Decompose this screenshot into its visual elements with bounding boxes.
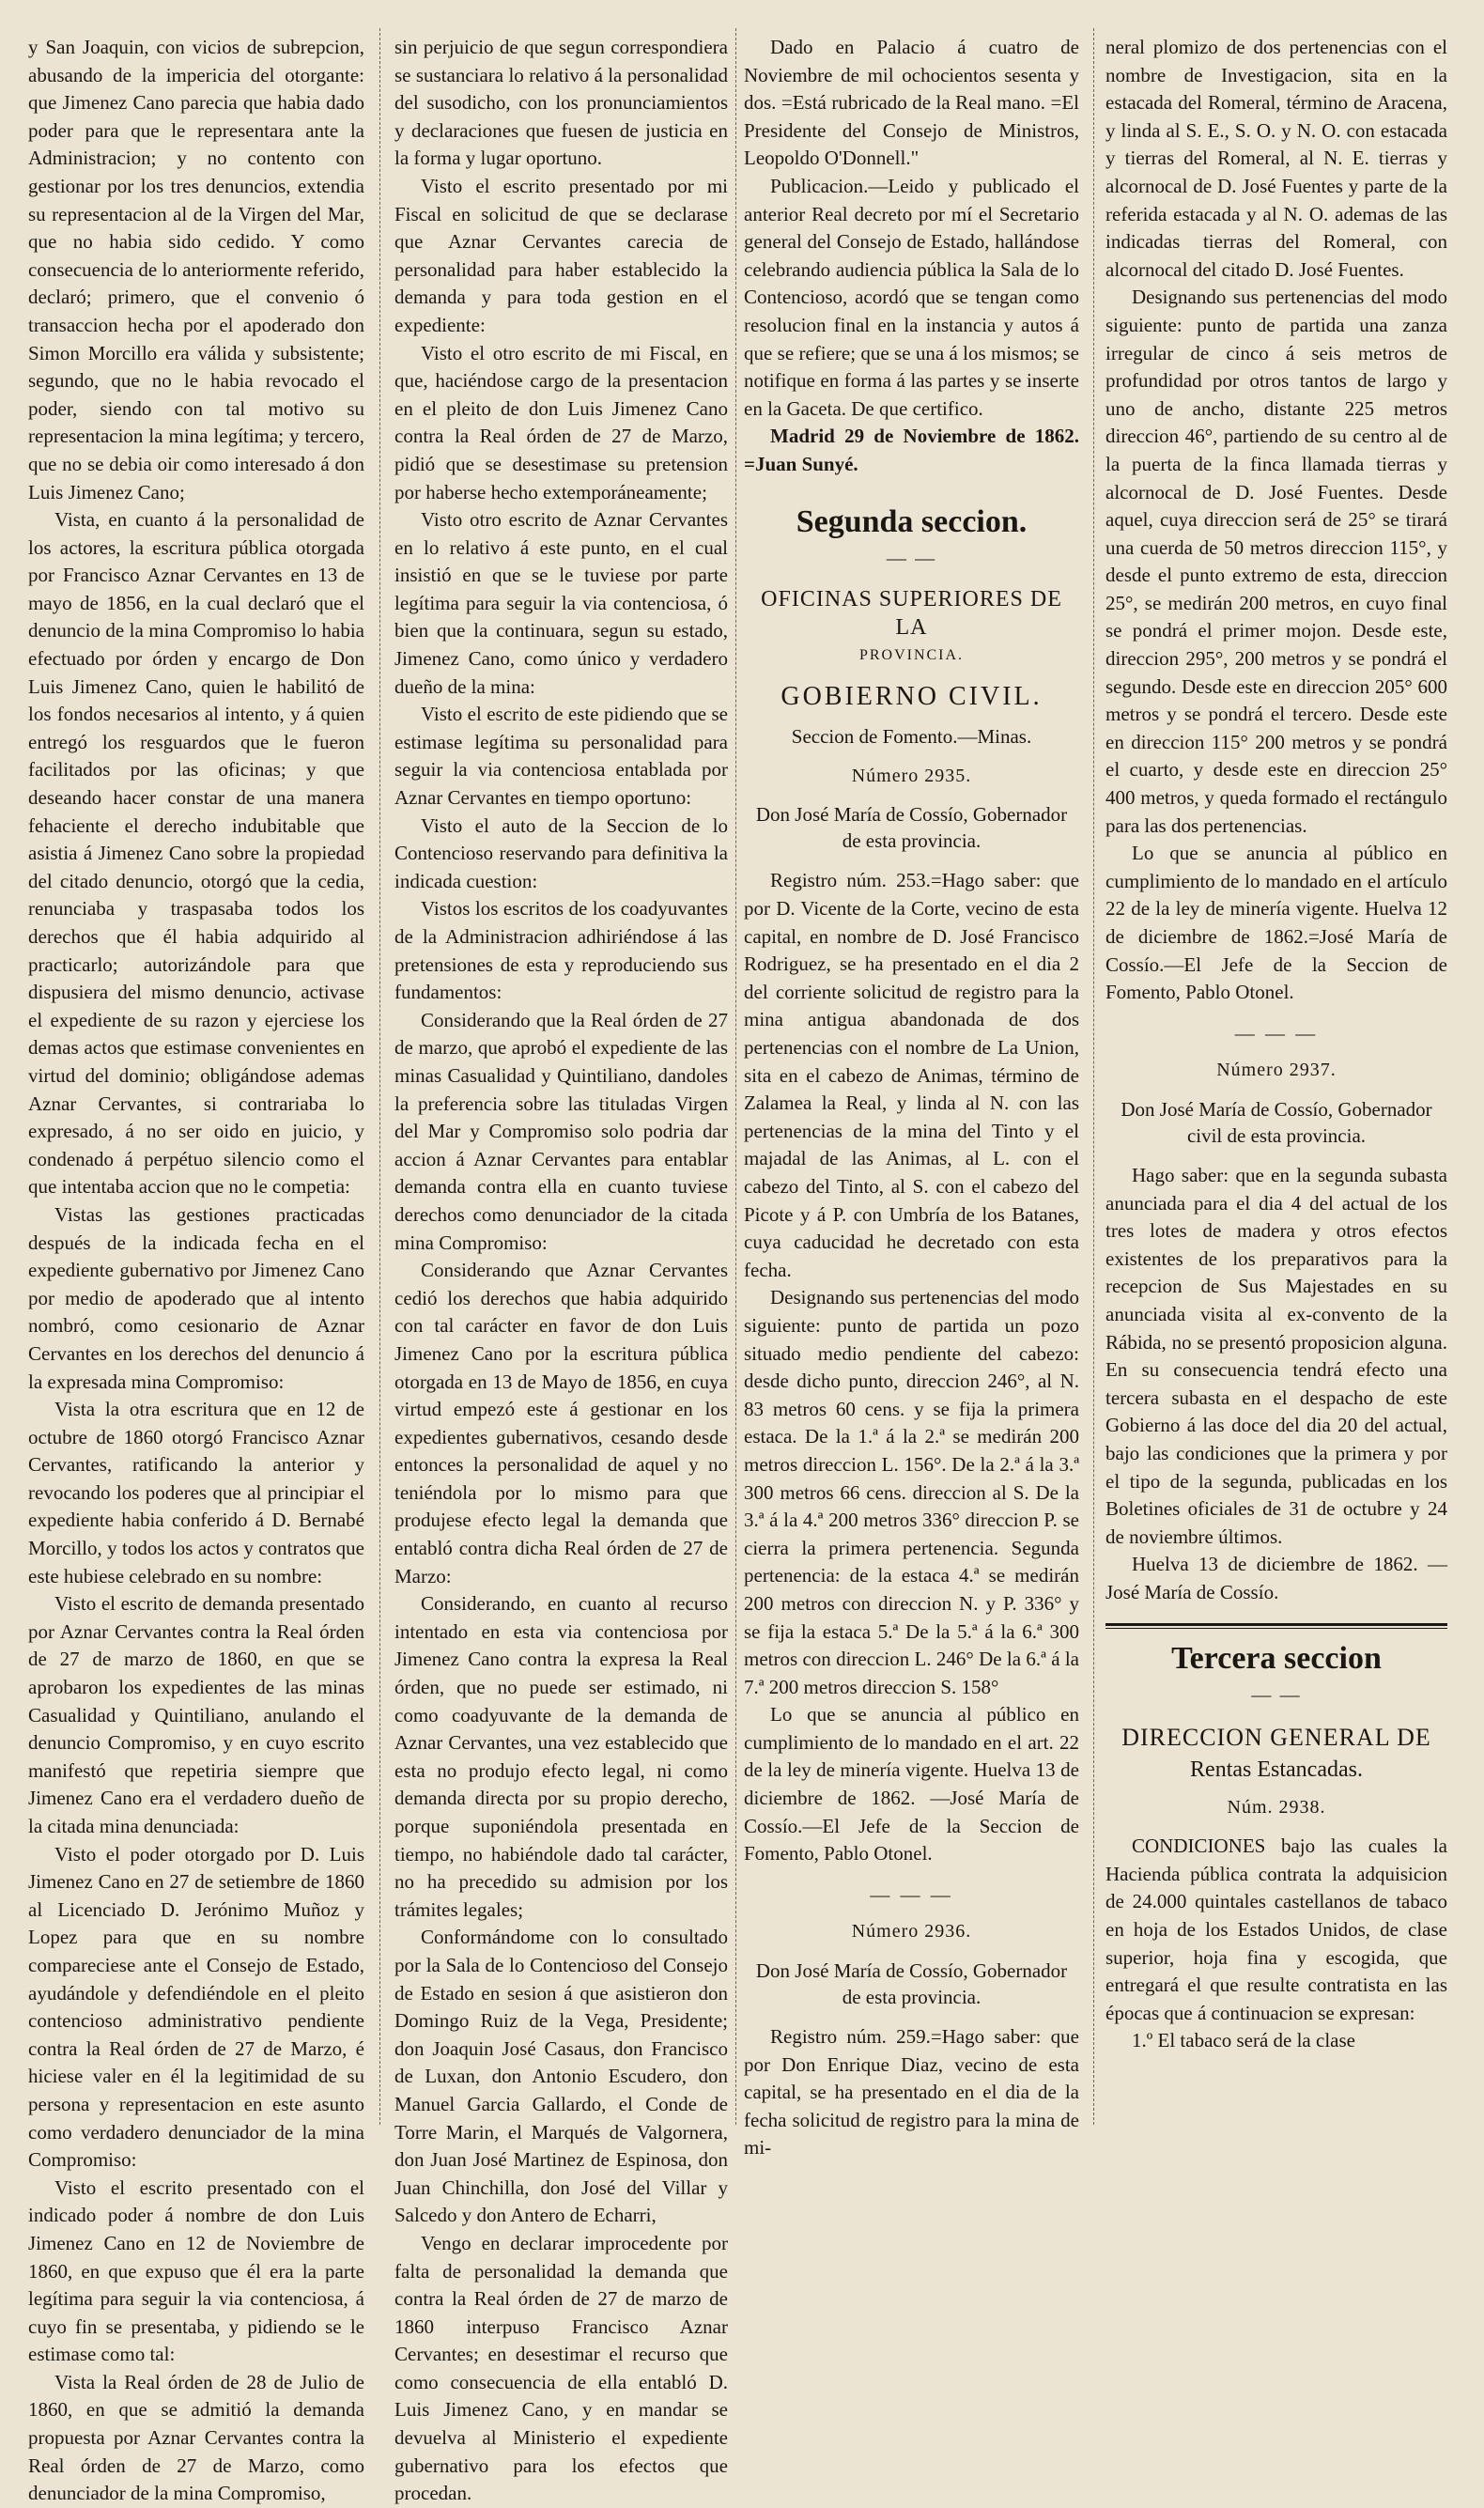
gobierno-heading: GOBIERNO CIVIL.	[781, 681, 1043, 711]
notice-number: Núm. 2938.	[1227, 1796, 1326, 1818]
paragraph: Vista la otra escritura que en 12 de octubre de 1860 otorgó Francisco Aznar Cervantes, ratificando la anterior y revocando los poderes que al principiar el expediente habia conferido á D. Bernabé Morcillo, y todos los actos y contratos que este hubiese celebrado en su nombre:	[28, 1398, 364, 1587]
offices-subheading: PROVINCIA.	[858, 647, 965, 664]
paragraph: Lo que se anuncia al público en cumplimiento de lo mandado en el art. 22 de la ley de minería vigente. Huelva 13 de diciembre de 1862. —José María de Cossío.—El Jefe de la Seccion de Fomento, Pablo Otonel.	[744, 1703, 1079, 1866]
offices-heading: OFICINAS SUPERIORES DE LA	[761, 587, 1062, 641]
column-1	[28, 34, 364, 2505]
paragraph: Considerando que Aznar Cervantes cedió los derechos que habia adquirido con tal carácter en favor de don Luis Jimenez Cano por la escritura pública otorgada en 13 de Mayo de 1856, en cuya virtud empezó este á gestionar en los expedientes gubernativos, cesando desde entonces la personalidad de aquel y no teniéndola por lo mismo para que produjese efecto legal la demanda que entabló contra dicha Real órden de 27 de Marzo:	[394, 1259, 728, 1587]
signoff: Madrid 29 de Noviembre de 1862. =Juan Sunyé.	[744, 425, 1079, 475]
paragraph: Visto otro escrito de Aznar Cervantes en lo relativo á este punto, en el cual insistió en que se le tuviese por parte legítima para seguir la via contenciosa, ó bien que la continuara, segun su estado, Jimenez Cano, como único y verdadero dueño de la mina:	[394, 508, 728, 698]
section-heading: Tercera seccion	[1171, 1641, 1382, 1677]
column-2	[394, 34, 728, 2505]
separator: — — —	[870, 1882, 953, 1906]
paragraph: Visto el escrito de este pidiendo que se estimase legítima su personalidad para seguir la via contenciosa entablada por Aznar Cervantes en tiempo oportuno:	[394, 703, 728, 810]
notice-number: Número 2936.	[851, 1921, 972, 1943]
paragraph: Visto el poder otorgado por D. Luis Jimenez Cano en 27 de setiembre de 1860 al Licenciado D. Jerónimo Muñoz y Lopez para que en su nombre compareciese ante el Consejo de Estado, ayudándole y defendiéndole en el pleito contencioso administrativo pendiente contra la Real órden de 27 de Marzo, é hiciese valer en él la legitimidad de su persona y representacion en este asunto como verdadero denunciador de la mina Compromiso:	[28, 1842, 364, 2172]
paragraph: Designando sus pertenencias del modo siguiente: punto de partida un pozo situado medio pendiente del cabezo: desde dicho punto, direccion 246°, al N. 83 metros 60 cens. y se fija la primera estaca. De la 1.ª á la 2.ª se medirán 200 metros direccion L. 156°. De la 2.ª á la 3.ª 300 metros 66 cens. direccion al S. De la 3.ª á la 4.ª 200 metros 336° direccion P. se cierra la primera pertenencia. Segunda pertenencia: de la estaca 4.ª se medirán 200 metros con direccion N. y P. 336° y se fija la estaca 5.ª De la 5.ª á la 6.ª 300 metros con direccion L. 246° De la 6.ª á la 7.ª 200 metros direccion S. 158°	[744, 1286, 1079, 1698]
paragraph: Visto el escrito de demanda presentado por Aznar Cervantes contra la Real órden de 27 de marzo de 1860, en que se aprobaron los expedientes de las minas Casualidad y Quintiliano, anulando el denuncio Compromiso, y en cuyo escrito manifestó que repetiria siempre que Jimenez Cano era el verdadero dueño de la citada mina denunciada:	[28, 1592, 364, 1837]
paragraph: Visto el auto de la Seccion de lo Contencioso reservando para definitiva la indicada cuestion:	[394, 813, 728, 892]
paragraph: CONDICIONES bajo las cuales la Hacienda pública contrata la adquisicion de 24.000 quintales castellanos de tabaco en hoja de los Estados Unidos, de clase superior, hoja fina y escogida, que entregará el que resulte contratista en las épocas que á continuacion se expresan:	[1105, 1835, 1447, 2024]
column-divider	[1093, 28, 1094, 2125]
section-rule	[1105, 1623, 1447, 1629]
paragraph: sin perjuicio de que segun correspondiera se sustanciara lo relativo á la personalidad del susodicho, con los pronunciamientos y declaraciones que fuesen de justicia en la forma y lugar oportuno.	[394, 36, 728, 170]
paragraph: Registro núm. 259.=Hago saber: que por Don Enrique Diaz, vecino de esta capital, se ha presentado en el dia de la fecha solicitud de registro para la mina de mi-	[744, 2025, 1079, 2160]
paragraph: Lo que se anuncia al público en cumplimiento de lo mandado en el artículo 22 de la ley de minería vigente. Huelva 12 de diciembre de 1862.=José María de Cossío.—El Jefe de la Seccion de Fomento, Pablo Otonel.	[1105, 842, 1447, 1004]
notice-number: Número 2937.	[1216, 1060, 1337, 1081]
section-dash: — —	[1251, 1683, 1302, 1707]
paragraph: Conformándome con lo consultado por la Sala de lo Contencioso del Consejo de Estado en sesion á que asistieron don Domingo Ruiz de la Vega, Presidente; don Joaquin José Casaus, don Francisco de Luxan, don Antonio Escudero, don Manuel Garcia Gallardo, el Conde de Torre Marin, el Marqués de Valgornera, don Juan José Martinez de Espinosa, don Juan Chinchilla, don José del Villar y Salcedo y don Antero de Echarri,	[394, 1926, 728, 2227]
paragraph: Huelva 13 de diciembre de 1862. —José María de Cossío.	[1105, 1553, 1447, 1603]
notice-authority: Don José María de Cossío, Gobernador de esta provincia.	[755, 1959, 1068, 2009]
section-dash: — —	[886, 546, 937, 569]
section-heading: Segunda seccion.	[796, 503, 1028, 539]
direction-heading: DIRECCION GENERAL DE	[1121, 1724, 1431, 1752]
paragraph: Vistos los escritos de los coadyuvantes de la Administracion adhiriéndose á las pretensiones de esta y reproduciendo sus fundamentos:	[394, 897, 728, 1004]
paragraph: y San Joaquin, con vicios de subrepcion, abusando de la impericia del otorgante: que Jimenez Cano parecia que habia dado poder para que le representara ante la Administracion; y no contento con gestionar por los tres denuncios, extendia su representacion al de la Virgen del Mar, que no habia sido cedido. Y como consecuencia de lo anteriormente referido, declaró; primero, que el convenio ó transaccion hecha por el apoderado don Simon Morcillo era válida y subsistente; segundo, que no le habia revocado el poder, siendo con tal motivo su representacion la mina legítima; y tercero, que no se debia oir como interesado á don Luis Jimenez Cano;	[28, 36, 364, 503]
paragraph: Vista la Real órden de 28 de Julio de 1860, en que se admitió la demanda propuesta por Aznar Cervantes contra la Real órden de 27 de Marzo, como denunciador de la mina Compromiso,	[28, 2370, 364, 2505]
paragraph: neral plomizo de dos pertenencias con el nombre de Investigacion, sita en la estacada del Romeral, término de Aracena, y linda al S. E., S. O. y N. O. con estacada y tierras del Romeral, al N. E. tierras y alcornocal de D. José Fuentes y parte de la referida estacada y al N. O. ademas de las indicadas tierras del Romeral, con alcornocal del citado D. José Fuentes.	[1105, 36, 1447, 281]
column-4	[1105, 34, 1447, 2129]
column-divider	[735, 28, 736, 2125]
paragraph: Considerando, en cuanto al recurso intentado en esta via contenciosa por Jimenez Cano contra la expresa la Real órden, que no puede ser estimado, ni como coadyuvante de la demanda de Aznar Cervantes, una vez establecido que esta no produjo efecto legal, ni como demanda directa por su propio derecho, porque suponiéndola presentada en tiempo, no habiéndole dado tal carácter, no ha precedido su admision por los trámites legales;	[394, 1592, 728, 1921]
paragraph: 1.º El tabaco será de la clase	[1132, 2029, 1355, 2052]
column-3	[744, 34, 1079, 2160]
paragraph: Vengo en declarar improcedente por falta de personalidad la demanda que contra la Real órden de 27 de marzo de 1860 interpuso Francisco Aznar Cervantes; en desestimar el recurso que como consecuencia de ella entabló D. Luis Jimenez Cano, y en mandar se devuelva al Ministerio el expediente gubernativo para los efectos que procedan.	[394, 2231, 728, 2505]
direction-subheading: Rentas Estancadas.	[1190, 1757, 1363, 1783]
section-subheading: Seccion de Fomento.—Minas.	[791, 725, 1032, 749]
paragraph: Visto el escrito presentado por mi Fiscal en solicitud de que se declarase que Aznar Cervantes carecia de personalidad para haber establecido la demanda y para toda gestion en el expediente:	[394, 174, 728, 336]
paragraph: Vistas las gestiones practicadas después de la indicada fecha en el expediente gubernativo por Jimenez Cano por medio de apoderado que al intento nombró, como cesionario de Aznar Cervantes en los derechos del denuncio á la expresada mina Compromiso:	[28, 1202, 364, 1393]
paragraph: Hago saber: que en la segunda subasta anunciada para el dia 4 del actual de los tres lotes de madera y otros efectos existentes de los preparativos para la recepcion de Sus Majestades en su anunciada visita al ex-convento de la Rábida, no se presentó proposicion alguna. En su consecuencia tendrá efecto una tercera subasta en el despacho de este Gobierno á las doce del dia 20 del actual, bajo las condiciones que la primera y por el tipo de la segunda, publicadas en los Boletines oficiales de 31 de octubre y 24 de noviembre últimos.	[1105, 1163, 1447, 1548]
paragraph: Considerando que la Real órden de 27 de marzo, que aprobó el expediente de las minas Casualidad y Quintiliano, dandoles la preferencia sobre las tituladas Virgen del Mar y Compromiso solo podria dar accion á Aznar Cervantes para entablar demanda contra ella en cuanto tuviese derechos como denunciador de la citada mina Compromiso:	[394, 1008, 728, 1254]
publication-notice: Publicacion.—Leido y publicado el anterior Real decreto por mí el Secretario general del Consejo de Estado, hallándose celebrando audiencia pública la Sala de lo Contencioso, acordó que se tengan como resolucion final en la instancia y autos á que se refiere; que se una á los mismos; se notifique en forma á las partes y se inserte en la Gaceta. De que certifico.	[744, 174, 1079, 420]
separator: — — —	[1234, 1021, 1319, 1045]
paragraph: Registro núm. 253.=Hago saber: que por D. Vicente de la Corte, vecino de esta capital, en nombre de D. José Francisco Rodriguez, se ha presentado en el dia 2 del corriente solicitud de registro para la mina antigua abandonada de dos pertenencias con el nombre de La Union, sita en el cabezo de Animas, término de Zalamea la Real, y linda al N. con las pertenencias de la mina del Tinto y el majadal de las Animas, al L. con el cabezo del Tinto, al S. con el cabezo del Picote y á P. con Umbría de los Batanes, cuya caducidad he decretado con esta fecha.	[744, 869, 1079, 1281]
decree-closing: Dado en Palacio á cuatro de Noviembre de mil ochocientos sesenta y dos. =Está rubricado de la Real mano. =El Presidente del Consejo de Ministros, Leopoldo O'Donnell."	[744, 36, 1079, 170]
paragraph: Visto el otro escrito de mi Fiscal, en que, haciéndose cargo de la presentacion en el pleito de don Luis Jimenez Cano contra la Real órden de 27 de Marzo, pidió que se desestimase su pretension por haberse hecho extemporáneamente;	[394, 341, 728, 503]
notice-number: Número 2935.	[851, 765, 972, 786]
paragraph: Vista, en cuanto á la personalidad de los actores, la escritura pública otorgada por Francisco Aznar Cervantes en 13 de mayo de 1856, en la cual declaró que el denuncio de la mina Compromiso lo habia efectuado por órden y encargo de Don Luis Jimenez Cano, quien le habilitó de los fondos necesarios al intento, y á quien entregó los resguardos que le fueron facilitados por las oficinas; y que deseando hacer constar de una manera fehaciente el derecho indubitable que asistia á Jimenez Cano sobre la propiedad del citado denuncio, otorgó que la cedia, renunciaba y traspasaba todos los derechos que él habia adquirido al practicarlo; autorizándole para que dispusiera del mismo denuncio, activase el expediente de su razon y ejerciese los demas actos que estimase convenientes en virtud del dominio; obligándose ademas Aznar Cervantes, si contrariaba lo expresado, á no ser oido en juicio, y condenado á perpétuo silencio como el que intentaba accion que no le competia:	[28, 508, 364, 1199]
paragraph: Visto el escrito presentado con el indicado poder á nombre de don Luis Jimenez Cano en 12 de Noviembre de 1860, en que expuso que él era la parte legítima para seguir la via contenciosa, á cuyo fin se presentaba, y pidiendo se le estimase como tal:	[28, 2175, 364, 2366]
paragraph: Designando sus pertenencias del modo siguiente: punto de partida una zanza irregular de cinco á seis metros de profundidad por otros tantos de largo y uno de ancho, distante 225 metros direccion 46°, partiendo de su centro al de la puerta de la finca llamada tierras y alcornocal de D. José Fuentes. Desde aquel, cuya direccion será de 25° se tirará una cuerda de 50 metros direccion 115°, y desde el punto extremo de esta, direccion 25°, se medirán 200 metros, en cuyo final se pondrá el primer mojon. Desde este, direccion 295°, 200 metros y se pondrá el segundo. Desde este en direccion 205° 600 metros y se pondrá el tercero. Desde este en direccion 115° 200 metros y se pondrá el cuarto, y desde este en direccion 25° 400 metros, y queda formado el rectángulo para las dos pertenencias.	[1105, 286, 1447, 837]
notice-authority: Don José María de Cossío, Gobernador civil de esta provincia.	[1121, 1097, 1432, 1147]
notice-authority: Don José María de Cossío, Gobernador de esta provincia.	[755, 803, 1068, 853]
column-divider	[379, 28, 380, 2125]
